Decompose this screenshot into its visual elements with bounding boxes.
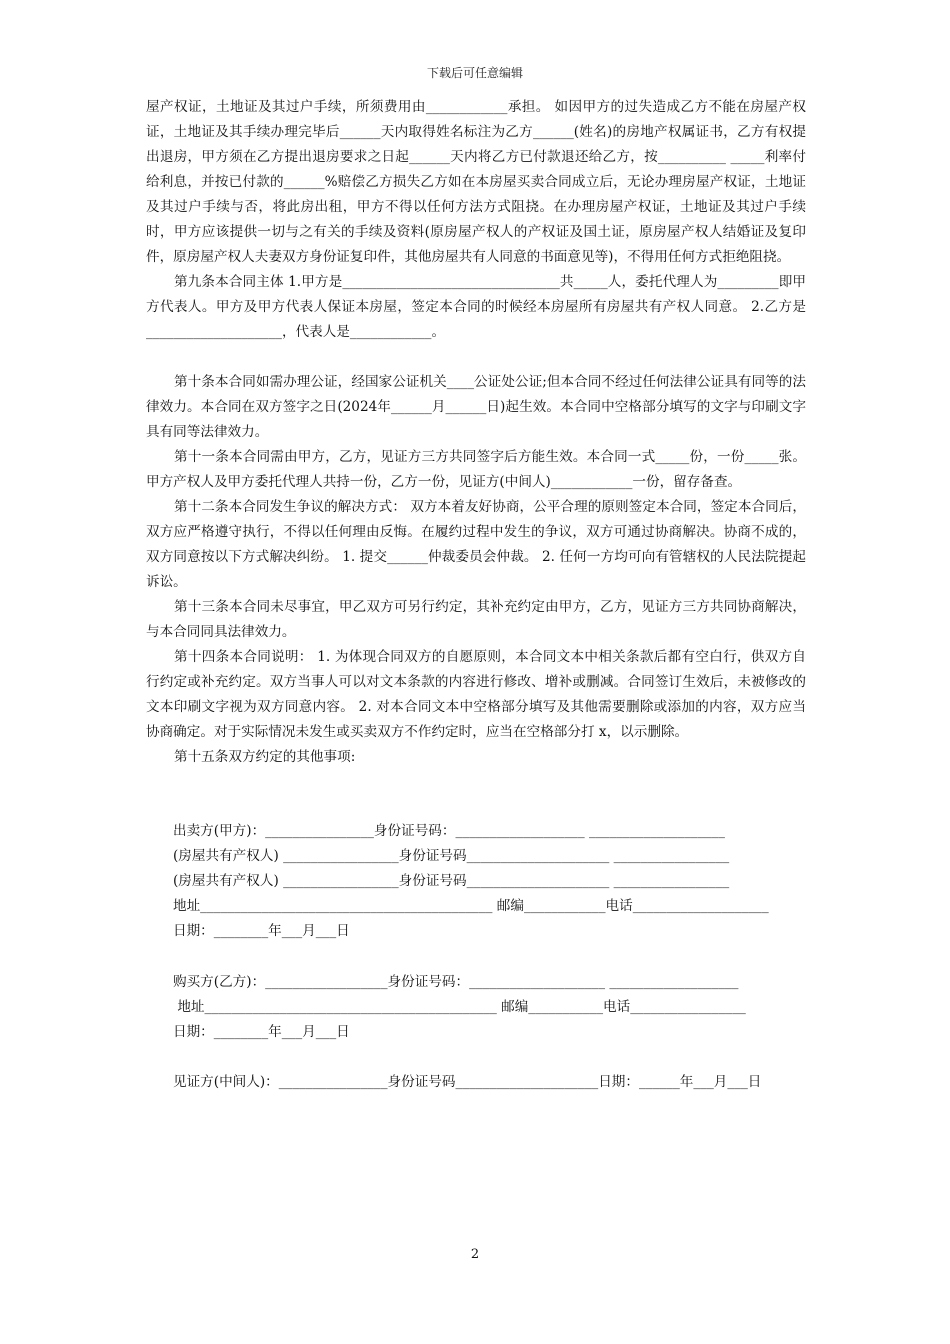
witness-signature-line: 见证方(中间人)：________________身份证号码_____________________日期：______年___月___日 [173, 1074, 762, 1090]
co-owner-line-1: (房屋共有产权人) _________________身份证号码_____________________ _________________ [173, 848, 730, 864]
page-header: 下载后可任意编辑 [426, 66, 523, 80]
buyer-address-line: 地址___________________________________________ 邮编___________电话_________________ [173, 999, 746, 1015]
page-number: 2 [470, 1247, 480, 1262]
paragraph-article-14: 第十四条本合同说明： 1. 为体现合同双方的自愿原则，本合同文本中相关条款后都有空白行，供双方自行约定或补充约定。双方当事人可以对文本条款的内容进行修改、增补或删减。合同签订生效后，未被修改的文本印刷文字视为双方同意内容。 2. 对本合同文本中空格部分填写及其他需要删除或添加的内容，双方应当协商确定。对于实际情况未发生或买卖双方不作约定时，应当在空格部分打 x，以示删除。 [146, 649, 806, 740]
paragraph-article-11: 第十一条本合同需由甲方，乙方，见证方三方共同签字后方能生效。本合同一式_____份，一份_____张。甲方产权人及甲方委托代理人共持一份，乙方一份，见证方(中间人)____________一份，留存备查。 [146, 449, 806, 490]
co-owner-line-2: (房屋共有产权人) _________________身份证号码_____________________ _________________ [173, 873, 730, 889]
paragraph-article-15: 第十五条双方约定的其他事项: [174, 749, 356, 765]
paragraph-article-10: 第十条本合同如需办理公证，经国家公证机关____公证处公证;但本合同不经过任何法律公证具有同等的法律效力。本合同在双方签字之日(2024年______月______日)起生效。本合同中空格部分填写的文字与印刷文字具有同等法律效力。 [146, 374, 806, 440]
paragraph-property-certificate: 屋产权证，土地证及其过户手续，所须费用由____________承担。 如因甲方的过失造成乙方不能在房屋产权证，土地证及其手续办理完毕后______天内取得姓名标注为乙方______(姓名)的房地产权属证书，乙方有权提出退房，甲方须在乙方提出退房要求之日起______天内将乙方已付款退还给乙方，按__________ _____利率付给利息，并按已付款的______%赔偿乙方损失乙方如在本房屋买卖合同成立后，无论办理房屋产权证，土地证及其过户手续与否，将此房出租，甲方不得以任何方法方式阻挠。在办理房屋产权证，土地证及其过户手续时，甲方应该提供一切与之有关的手续及资料(原房屋产权人的产权证及国土证，原房屋产权人结婚证及复印件，原房屋产权人夫妻双方身份证复印件，其他房屋共有人同意的书面意见等)，不得用任何方式拒绝阻挠。 [146, 99, 806, 265]
seller-signature-line: 出卖方(甲方)：________________身份证号码：___________________ ____________________ [173, 823, 725, 839]
spacer [146, 345, 806, 370]
buyer-date-line: 日期：________年___月___日 [173, 1024, 350, 1040]
seller-date-line: 日期：________年___月___日 [173, 923, 350, 939]
seller-address-line: 地址___________________________________________ 邮编____________电话____________________ [173, 898, 769, 914]
contract-body [146, 95, 806, 770]
buyer-signature-line: 购买方(乙方)：__________________身份证号码：____________________ ___________________ [173, 974, 739, 990]
paragraph-article-12: 第十二条本合同发生争议的解决方式： 双方本着友好协商，公平合理的原则签定本合同，签定本合同后，双方应严格遵守执行，不得以任何理由反悔。在履约过程中发生的争议，双方可通过协商解决。协商不成的，双方同意按以下方式解决纠纷。 1. 提交______仲裁委员会仲裁。 2. 任何一方均可向有管辖权的人民法院提起诉讼。 [146, 499, 806, 590]
paragraph-article-9: 第九条本合同主体 1.甲方是________________________________共_____人，委托代理人为_________即甲方代表人。甲方及甲方代表人保证本房屋，签定本合同的时候经本房屋所有房屋共有产权人同意。 2.乙方是____________________，代表人是____________。 [146, 274, 806, 340]
paragraph-article-13: 第十三条本合同未尽事宜，甲乙双方可另行约定，其补充约定由甲方，乙方，见证方三方共同协商解决，与本合同同具法律效力。 [146, 599, 806, 640]
